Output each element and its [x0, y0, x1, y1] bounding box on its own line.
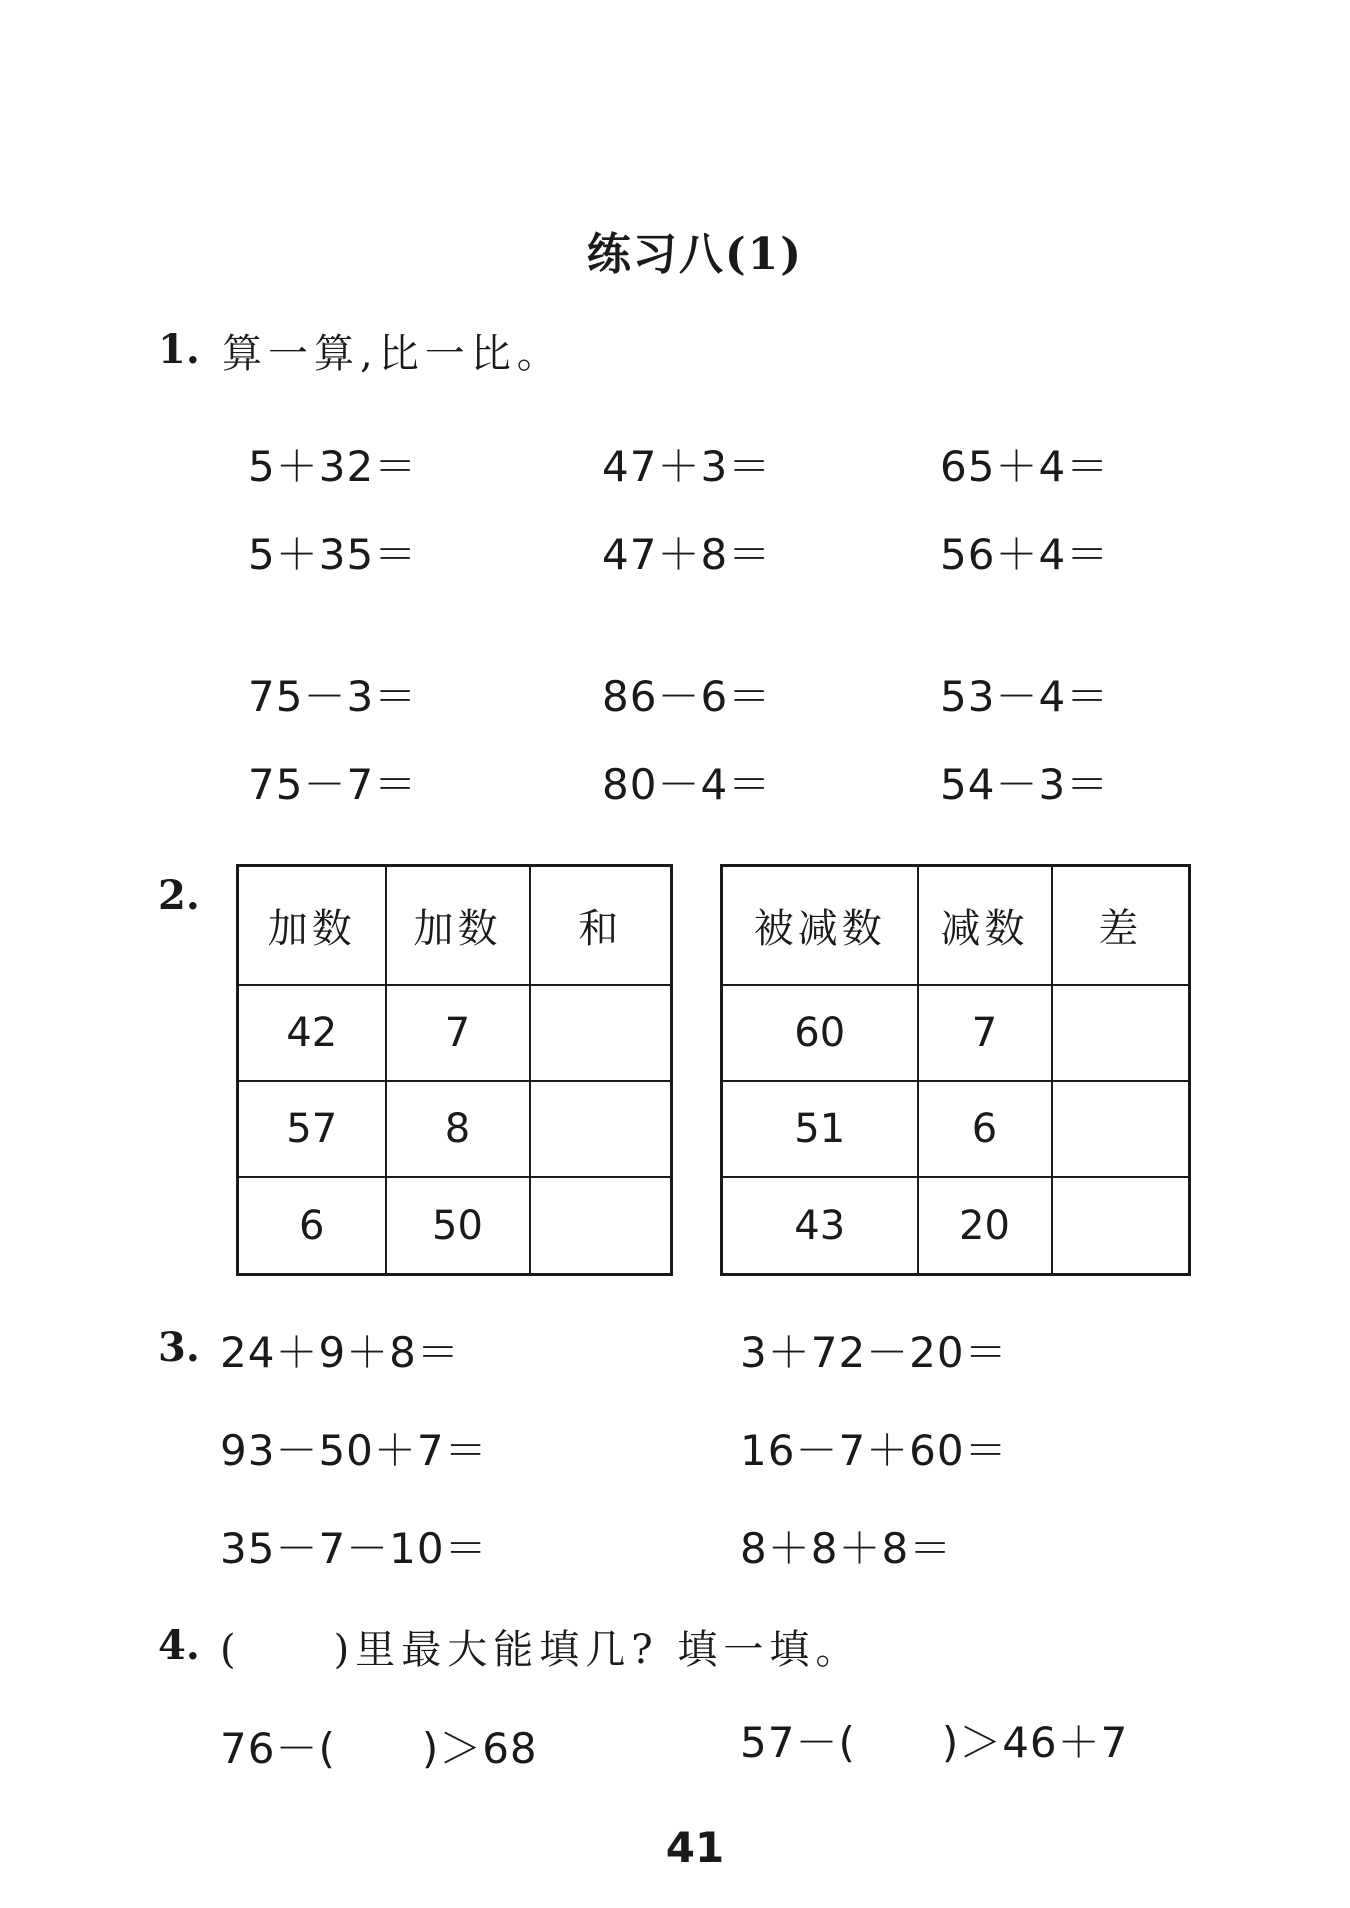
- q3-number: 3.: [158, 1324, 200, 1371]
- q4-number: 4.: [158, 1622, 200, 1669]
- addend-cell: 7: [386, 985, 530, 1081]
- q1-expression: 47＋8＝: [602, 530, 772, 579]
- sum-answer-cell[interactable]: [530, 1177, 672, 1274]
- q3-expression: 24＋9＋8＝: [220, 1328, 460, 1377]
- page-title: 练习八(1): [586, 229, 804, 280]
- q3-expression: 93－50＋7＝: [220, 1426, 488, 1475]
- page-number: 41: [665, 1823, 725, 1872]
- minuend-cell: 51: [722, 1081, 918, 1177]
- q1-expression: 75－3＝: [248, 672, 418, 721]
- difference-answer-cell[interactable]: [1052, 1081, 1190, 1177]
- q3-expression: 3＋72－20＝: [740, 1328, 1008, 1377]
- difference-answer-cell[interactable]: [1052, 985, 1190, 1081]
- subtraction-table: [720, 864, 1191, 1276]
- header-sum: 和: [530, 866, 672, 985]
- addend-cell: 8: [386, 1081, 530, 1177]
- minuend-cell: 60: [722, 985, 918, 1081]
- header-difference: 差: [1052, 866, 1190, 985]
- q3-expression: 16－7＋60＝: [740, 1426, 1008, 1475]
- q3-expression: 35－7－10＝: [220, 1524, 488, 1573]
- addend-cell: 42: [238, 985, 386, 1081]
- q4-inequality: 76－( )＞68: [220, 1724, 538, 1773]
- q1-expression: 65＋4＝: [940, 442, 1110, 491]
- sum-answer-cell[interactable]: [530, 985, 672, 1081]
- q1-expression: 80－4＝: [602, 760, 772, 809]
- addend-cell: 6: [238, 1177, 386, 1274]
- q4-instruction: ( )里最大能填几? 填一填。: [220, 1627, 862, 1673]
- q1-expression: 47＋3＝: [602, 442, 772, 491]
- header-subtrahend: 减数: [918, 866, 1052, 985]
- q2-number: 2.: [158, 872, 200, 919]
- header-addend: 加数: [386, 866, 530, 985]
- header-minuend: 被减数: [722, 866, 918, 985]
- subtrahend-cell: 6: [918, 1081, 1052, 1177]
- subtrahend-cell: 7: [918, 985, 1052, 1081]
- q1-expression: 86－6＝: [602, 672, 772, 721]
- q1-expression: 56＋4＝: [940, 530, 1110, 579]
- q1-expression: 5＋35＝: [248, 530, 418, 579]
- q4-inequality: 57－( )＞46＋7: [740, 1718, 1129, 1767]
- q3-expression: 8＋8＋8＝: [740, 1524, 953, 1573]
- q1-expression: 75－7＝: [248, 760, 418, 809]
- addition-table: [236, 864, 673, 1276]
- q1-number: 1.: [158, 326, 200, 373]
- header-addend: 加数: [238, 866, 386, 985]
- subtrahend-cell: 20: [918, 1177, 1052, 1274]
- q1-expression: 54－3＝: [940, 760, 1110, 809]
- difference-answer-cell[interactable]: [1052, 1177, 1190, 1274]
- minuend-cell: 43: [722, 1177, 918, 1274]
- addend-cell: 57: [238, 1081, 386, 1177]
- addend-cell: 50: [386, 1177, 530, 1274]
- sum-answer-cell[interactable]: [530, 1081, 672, 1177]
- q1-instruction: 算一算,比一比。: [222, 331, 563, 377]
- q1-expression: 53－4＝: [940, 672, 1110, 721]
- q1-expression: 5＋32＝: [248, 442, 418, 491]
